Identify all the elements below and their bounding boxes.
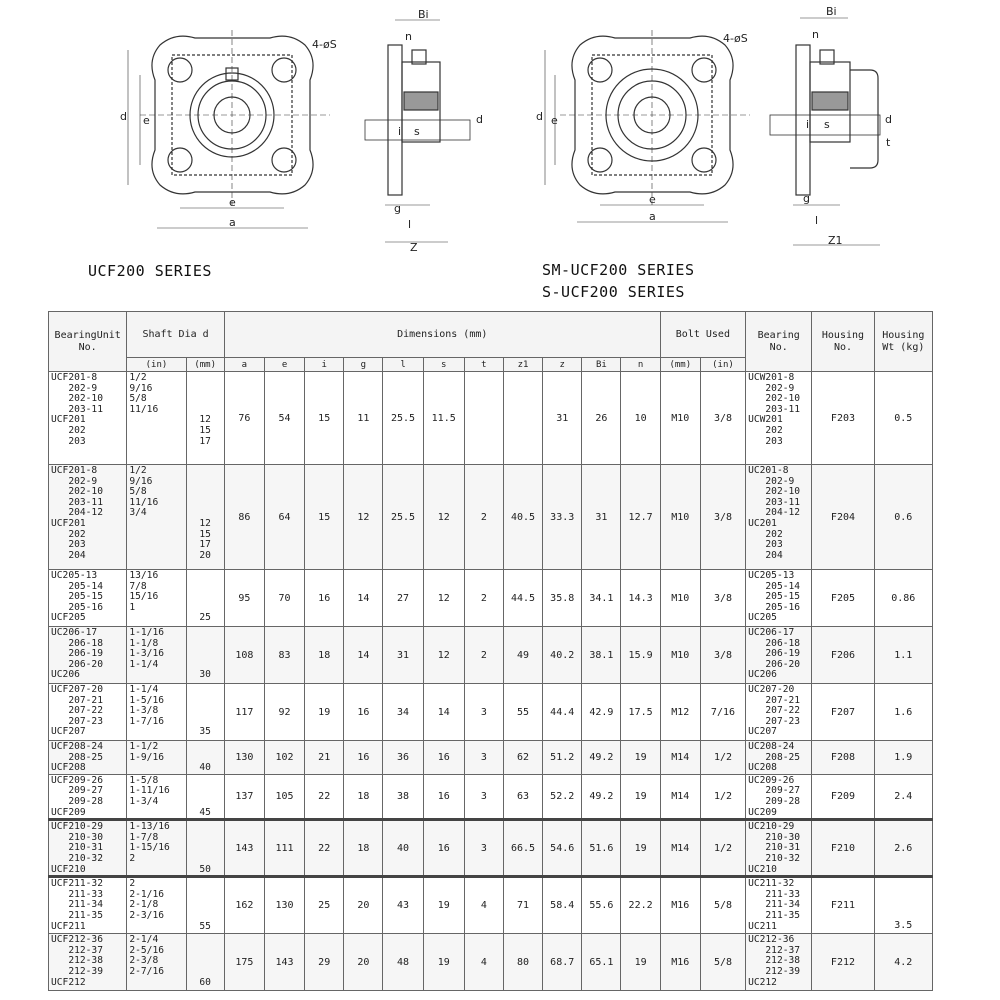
table-row: [49, 741, 933, 775]
cell-l: 27: [383, 570, 423, 627]
cell-t: 2: [464, 570, 503, 627]
cell-wt: 1.6: [874, 684, 932, 741]
label-i-left: i: [398, 125, 402, 138]
subheader-mm: (mm): [186, 358, 224, 372]
cell-in: 2 2-1/16 2-1/8 2-3/16: [127, 877, 186, 934]
cell-a: 108: [224, 627, 264, 684]
cell-l: 25.5: [383, 372, 423, 465]
table-row: [49, 684, 933, 741]
cell-unit: UCF207-20 207-21 207-22 207-23 UCF207: [49, 684, 127, 741]
cell-bolt-in: 5/8: [700, 877, 745, 934]
cell-i: 22: [305, 774, 344, 819]
cell-bolt-mm: M14: [660, 741, 700, 775]
cell-bolt-mm: M10: [660, 465, 700, 570]
cell-unit: UCF201-8 202-9 202-10 203-11 204-12 UCF201 202 203 204: [49, 465, 127, 570]
cell-s: 19: [423, 934, 464, 991]
technical-drawings: [0, 0, 1000, 300]
subheader-z1: z1: [503, 358, 542, 372]
cell-bearing: UC212-36 212-37 212-38 212-39 UC212: [746, 934, 812, 991]
cell-a: 175: [224, 934, 264, 991]
cell-z1: 40.5: [503, 465, 542, 570]
cell-e: 54: [264, 372, 304, 465]
cell-bolt-in: 3/8: [700, 570, 745, 627]
cell-t: 3: [464, 820, 503, 877]
subheader-g: g: [344, 358, 383, 372]
cell-housing: F209: [812, 774, 874, 819]
label-n-left: n: [405, 30, 412, 43]
cell-in: 1/2 9/16 5/8 11/16: [127, 372, 186, 465]
label-g-left: g: [394, 202, 401, 215]
cell-l: 25.5: [383, 465, 423, 570]
cell-g: 16: [344, 741, 383, 775]
cell-bolt-mm: M16: [660, 877, 700, 934]
subheader-bolt-mm: (mm): [660, 358, 700, 372]
cell-z1: 66.5: [503, 820, 542, 877]
header-bearing-unit: BearingUnit No.: [49, 312, 127, 372]
cell-a: 117: [224, 684, 264, 741]
subheader-e: e: [264, 358, 304, 372]
cell-bearing: UC207-20 207-21 207-22 207-23 UC207: [746, 684, 812, 741]
cell-bolt-in: 1/2: [700, 820, 745, 877]
cell-mm: 55: [186, 877, 224, 934]
subheader-in: (in): [127, 358, 186, 372]
table-row: [49, 820, 933, 877]
subheader-bolt-in: (in): [700, 358, 745, 372]
cell-unit: UCF211-32 211-33 211-34 211-35 UCF211: [49, 877, 127, 934]
cell-bolt-in: 3/8: [700, 372, 745, 465]
label-s-left: s: [414, 125, 420, 138]
cell-z: 31: [543, 372, 582, 465]
label-Z-left: Z: [410, 241, 418, 254]
cell-mm: 30: [186, 627, 224, 684]
table-row: [49, 934, 933, 991]
label-s-right: s: [824, 118, 830, 131]
sm-ucf-front-view: [545, 30, 750, 222]
cell-n: 19: [621, 934, 660, 991]
cell-s: 12: [423, 627, 464, 684]
cell-bi: 34.1: [582, 570, 621, 627]
cell-g: 14: [344, 627, 383, 684]
cell-bolt-mm: M10: [660, 570, 700, 627]
table-row: [49, 627, 933, 684]
cell-l: 48: [383, 934, 423, 991]
cell-a: 137: [224, 774, 264, 819]
cell-bi: 65.1: [582, 934, 621, 991]
cell-l: 34: [383, 684, 423, 741]
cell-bi: 26: [582, 372, 621, 465]
header-bearing-no: Bearing No.: [746, 312, 812, 372]
cell-g: 20: [344, 934, 383, 991]
cell-i: 18: [305, 627, 344, 684]
header-dimensions: Dimensions (mm): [224, 312, 660, 358]
cell-mm: 12 15 17 20: [186, 465, 224, 570]
cell-bolt-in: 7/16: [700, 684, 745, 741]
label-d2-right: d: [885, 113, 892, 126]
label-l-left: l: [408, 218, 412, 231]
table-row: [49, 877, 933, 934]
cell-unit: UCF212-36 212-37 212-38 212-39 UCF212: [49, 934, 127, 991]
cell-bi: 49.2: [582, 774, 621, 819]
cell-g: 18: [344, 774, 383, 819]
cell-housing: F208: [812, 741, 874, 775]
cell-s: 11.5: [423, 372, 464, 465]
cell-i: 22: [305, 820, 344, 877]
cell-t: 4: [464, 934, 503, 991]
cell-n: 19: [621, 741, 660, 775]
cell-in: 1/2 9/16 5/8 11/16 3/4: [127, 465, 186, 570]
cell-n: 19: [621, 774, 660, 819]
table-row: [49, 372, 933, 465]
cell-housing: F210: [812, 820, 874, 877]
cell-bearing: UCW201-8 202-9 202-10 203-11 UCW201 202 203: [746, 372, 812, 465]
cell-a: 95: [224, 570, 264, 627]
cell-e: 83: [264, 627, 304, 684]
cell-bi: 38.1: [582, 627, 621, 684]
cell-z1: 55: [503, 684, 542, 741]
cell-i: 29: [305, 934, 344, 991]
label-Bi-left: Bi: [418, 8, 429, 21]
header-bolt-used: Bolt Used: [660, 312, 745, 358]
cell-bolt-in: 1/2: [700, 741, 745, 775]
cell-housing: F206: [812, 627, 874, 684]
cell-e: 143: [264, 934, 304, 991]
table-row: [49, 465, 933, 570]
cell-in: 13/16 7/8 15/16 1: [127, 570, 186, 627]
cell-housing: F205: [812, 570, 874, 627]
cell-housing: F212: [812, 934, 874, 991]
cell-e: 70: [264, 570, 304, 627]
cell-bolt-mm: M10: [660, 627, 700, 684]
cell-in: 1-13/16 1-7/8 1-15/16 2: [127, 820, 186, 877]
cell-bi: 55.6: [582, 877, 621, 934]
cell-i: 19: [305, 684, 344, 741]
cell-z: 44.4: [543, 684, 582, 741]
specs-table: [48, 311, 933, 991]
label-d2-left: d: [476, 113, 483, 126]
cell-n: 10: [621, 372, 660, 465]
subheader-s: s: [423, 358, 464, 372]
table-row: [49, 570, 933, 627]
cell-mm: 12 15 17: [186, 372, 224, 465]
cell-z: 51.2: [543, 741, 582, 775]
cell-z: 35.8: [543, 570, 582, 627]
cell-a: 76: [224, 372, 264, 465]
cell-i: 21: [305, 741, 344, 775]
cell-bi: 31: [582, 465, 621, 570]
cell-bi: 42.9: [582, 684, 621, 741]
cell-z1: 49: [503, 627, 542, 684]
right-series-title-2: S-UCF200 SERIES: [542, 283, 685, 301]
cell-mm: 35: [186, 684, 224, 741]
cell-bolt-mm: M16: [660, 934, 700, 991]
subheader-l: l: [383, 358, 423, 372]
sm-ucf-side-view: [770, 18, 880, 245]
cell-mm: 60: [186, 934, 224, 991]
cell-wt: 4.2: [874, 934, 932, 991]
cell-e: 105: [264, 774, 304, 819]
cell-g: 14: [344, 570, 383, 627]
cell-wt: 1.9: [874, 741, 932, 775]
cell-housing: F204: [812, 465, 874, 570]
table-row: [49, 774, 933, 819]
cell-a: 86: [224, 465, 264, 570]
label-i-right: i: [806, 118, 810, 131]
label-e2-left: e: [143, 114, 150, 127]
cell-a: 130: [224, 741, 264, 775]
subheader-i: i: [305, 358, 344, 372]
cell-t: 3: [464, 684, 503, 741]
cell-in: 1-5/8 1-11/16 1-3/4: [127, 774, 186, 819]
cell-in: 2-1/4 2-5/16 2-3/8 2-7/16: [127, 934, 186, 991]
specs-table-container: [48, 311, 933, 1000]
subheader-bi: Bi: [582, 358, 621, 372]
cell-l: 43: [383, 877, 423, 934]
cell-wt: 2.4: [874, 774, 932, 819]
cell-l: 36: [383, 741, 423, 775]
cell-bolt-mm: M14: [660, 820, 700, 877]
cell-n: 15.9: [621, 627, 660, 684]
header-housing-no: Housing No.: [812, 312, 874, 372]
cell-z1: 80: [503, 934, 542, 991]
label-a-left: a: [229, 216, 236, 229]
label-Bi-right: Bi: [826, 5, 837, 18]
cell-bolt-in: 3/8: [700, 627, 745, 684]
cell-t: 4: [464, 877, 503, 934]
cell-z1: 71: [503, 877, 542, 934]
cell-i: 15: [305, 372, 344, 465]
cell-g: 11: [344, 372, 383, 465]
cell-n: 17.5: [621, 684, 660, 741]
cell-s: 16: [423, 820, 464, 877]
cell-wt: 0.86: [874, 570, 932, 627]
label-d-left: d: [120, 110, 127, 123]
cell-housing: F203: [812, 372, 874, 465]
cell-e: 92: [264, 684, 304, 741]
label-bolt-left: 4-øS: [312, 38, 337, 51]
cell-n: 22.2: [621, 877, 660, 934]
cell-unit: UCF201-8 202-9 202-10 203-11 UCF201 202 203: [49, 372, 127, 465]
cell-s: 12: [423, 465, 464, 570]
cell-bi: 49.2: [582, 741, 621, 775]
cell-in: 1-1/2 1-9/16: [127, 741, 186, 775]
cell-z: 54.6: [543, 820, 582, 877]
cell-t: [464, 372, 503, 465]
cell-housing: F211: [812, 877, 874, 934]
cell-bearing: UC206-17 206-18 206-19 206-20 UC206: [746, 627, 812, 684]
cell-e: 130: [264, 877, 304, 934]
cell-z: 68.7: [543, 934, 582, 991]
cell-z1: [503, 372, 542, 465]
cell-bolt-mm: M10: [660, 372, 700, 465]
cell-z1: 44.5: [503, 570, 542, 627]
cell-bolt-in: 5/8: [700, 934, 745, 991]
cell-in: 1-1/4 1-5/16 1-3/8 1-7/16: [127, 684, 186, 741]
cell-mm: 45: [186, 774, 224, 819]
cell-t: 2: [464, 627, 503, 684]
cell-t: 2: [464, 465, 503, 570]
cell-e: 64: [264, 465, 304, 570]
subheader-z: z: [543, 358, 582, 372]
cell-g: 16: [344, 684, 383, 741]
cell-housing: F207: [812, 684, 874, 741]
cell-wt: 2.6: [874, 820, 932, 877]
cell-i: 25: [305, 877, 344, 934]
left-series-title: UCF200 SERIES: [88, 262, 212, 280]
cell-z1: 62: [503, 741, 542, 775]
cell-l: 38: [383, 774, 423, 819]
subheader-a: a: [224, 358, 264, 372]
cell-i: 15: [305, 465, 344, 570]
label-Z1-right: Z1: [828, 234, 843, 247]
cell-t: 3: [464, 741, 503, 775]
header-housing-wt: Housing Wt (kg): [874, 312, 932, 372]
cell-bearing: UC208-24 208-25 UC208: [746, 741, 812, 775]
cell-bi: 51.6: [582, 820, 621, 877]
right-series-title-1: SM-UCF200 SERIES: [542, 261, 695, 279]
cell-bearing: UC205-13 205-14 205-15 205-16 UC205: [746, 570, 812, 627]
cell-wt: 0.6: [874, 465, 932, 570]
label-e-left: e: [229, 196, 236, 209]
cell-unit: UC205-13 205-14 205-15 205-16 UCF205: [49, 570, 127, 627]
cell-in: 1-1/16 1-1/8 1-3/16 1-1/4: [127, 627, 186, 684]
cell-a: 162: [224, 877, 264, 934]
cell-z: 52.2: [543, 774, 582, 819]
cell-s: 19: [423, 877, 464, 934]
cell-bolt-mm: M14: [660, 774, 700, 819]
cell-s: 12: [423, 570, 464, 627]
cell-g: 18: [344, 820, 383, 877]
label-e2-right: e: [551, 114, 558, 127]
cell-bolt-mm: M12: [660, 684, 700, 741]
cell-mm: 25: [186, 570, 224, 627]
cell-bearing: UC210-29 210-30 210-31 210-32 UC210: [746, 820, 812, 877]
cell-z: 58.4: [543, 877, 582, 934]
cell-s: 14: [423, 684, 464, 741]
cell-z: 33.3: [543, 465, 582, 570]
cell-l: 31: [383, 627, 423, 684]
cell-mm: 50: [186, 820, 224, 877]
cell-unit: UCF209-26 209-27 209-28 UCF209: [49, 774, 127, 819]
cell-i: 16: [305, 570, 344, 627]
subheader-n: n: [621, 358, 660, 372]
label-n-right: n: [812, 28, 819, 41]
cell-bolt-in: 1/2: [700, 774, 745, 819]
cell-g: 20: [344, 877, 383, 934]
cell-z1: 63: [503, 774, 542, 819]
label-d-right: d: [536, 110, 543, 123]
cell-s: 16: [423, 741, 464, 775]
cell-e: 102: [264, 741, 304, 775]
cell-n: 14.3: [621, 570, 660, 627]
cell-bolt-in: 3/8: [700, 465, 745, 570]
label-g-right: g: [803, 192, 810, 205]
cell-bearing: UC201-8 202-9 202-10 203-11 204-12 UC201 202 203 204: [746, 465, 812, 570]
cell-wt: 0.5: [874, 372, 932, 465]
cell-wt: 1.1: [874, 627, 932, 684]
cell-s: 16: [423, 774, 464, 819]
cell-n: 12.7: [621, 465, 660, 570]
cell-z: 40.2: [543, 627, 582, 684]
cell-bearing: UC209-26 209-27 209-28 UC209: [746, 774, 812, 819]
header-shaft-dia: Shaft Dia d: [127, 312, 224, 358]
cell-wt: 3.5: [874, 877, 932, 934]
cell-n: 19: [621, 820, 660, 877]
cell-e: 111: [264, 820, 304, 877]
cell-t: 3: [464, 774, 503, 819]
cell-unit: UC206-17 206-18 206-19 206-20 UC206: [49, 627, 127, 684]
label-l-right: l: [815, 214, 819, 227]
cell-l: 40: [383, 820, 423, 877]
label-e-right: e: [649, 193, 656, 206]
label-a-right: a: [649, 210, 656, 223]
cell-unit: UCF210-29 210-30 210-31 210-32 UCF210: [49, 820, 127, 877]
cell-mm: 40: [186, 741, 224, 775]
cell-a: 143: [224, 820, 264, 877]
cell-bearing: UC211-32 211-33 211-34 211-35 UC211: [746, 877, 812, 934]
label-t-right: t: [886, 136, 891, 149]
subheader-t: t: [464, 358, 503, 372]
cell-unit: UCF208-24 208-25 UCF208: [49, 741, 127, 775]
label-bolt-right: 4-øS: [723, 32, 748, 45]
cell-g: 12: [344, 465, 383, 570]
